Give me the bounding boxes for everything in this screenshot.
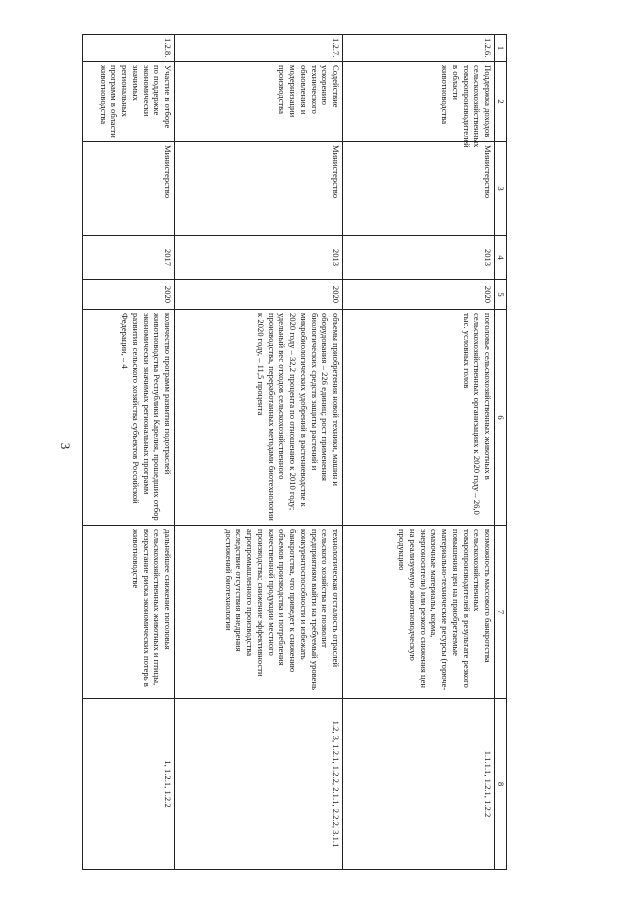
result-cell: количество программ развития подотраслей животноводства Республики Карелия, прошедших отбор экономически значимых региональных программ развития сельского хозяйства субъектов Российской Федерации, – 4: [83, 310, 175, 526]
page-number: 3: [58, 442, 73, 450]
row-number-cell: 1.2.8.: [83, 35, 175, 62]
result-cell: объемы приобретения новой техники, машин и оборудования – 226 единиц; рост применения биологических средств защиты растений и микробиологических удобрений в растениеводстве к 2020 году – 32,2 процента по отношению к 2010 году; удельный вес отходов сельскохозяйственного производства, переработанных методами биотехнологии к 2020 году, – 11,5 процента: [175, 310, 343, 526]
indicators-cell: 1.2, 3, 1.2.1, 1.2.2, 2.1.1, 2.2.2, 3.1.1: [175, 699, 343, 870]
indicators-cell: 1, 1.2.1, 1.2.2: [83, 699, 175, 870]
row-number-cell: 1.2.7.: [175, 35, 343, 62]
consequences-cell: возможность массового банкротства сельскохозяйственных товаропроизводителей в результате резкого повышения цен на приобретаемые материально-технические ресурсы (горюче-смазочные материалы, корма, энергоносители) или резкого снижения цен на реализуемую животноводческую продукцию: [343, 526, 495, 699]
table-row: [343, 35, 495, 870]
end-year-cell: 2020: [175, 280, 343, 310]
measures-table: [82, 34, 507, 870]
column-header: 3: [495, 142, 507, 236]
table-row: [83, 35, 175, 870]
executor-cell: Министерство: [83, 142, 175, 236]
column-header: 5: [495, 280, 507, 310]
column-header: 4: [495, 236, 507, 280]
table-row: [175, 35, 343, 870]
header-row: [495, 35, 507, 870]
column-header: 7: [495, 526, 507, 699]
measure-cell: Участие в отборе по поддержке экономически значимых региональных программ в области животноводства: [83, 62, 175, 142]
executor-cell: Министерство: [175, 142, 343, 236]
column-header: 2: [495, 62, 507, 142]
measure-cell: Содействие ускорению технического обновления и модернизации производства: [175, 62, 343, 142]
column-header: 6: [495, 310, 507, 526]
column-header: 1: [495, 35, 507, 62]
indicators-cell: 1.1.1.1, 1.2.1, 1.2.2: [343, 699, 495, 870]
row-number-cell: 1.2.6.: [343, 35, 495, 62]
column-header: 8: [495, 699, 507, 870]
rotated-table-wrapper: [84, 34, 507, 869]
start-year-cell: 2017: [83, 236, 175, 280]
start-year-cell: 2013: [175, 236, 343, 280]
measure-cell: Поддержка доходов сельскохозяйственных товаропроизводителей в области животноводства: [343, 62, 495, 142]
consequences-cell: дальнейшее снижение поголовья сельскохозяйственных животных и птицы, возрастание риска экономических потерь в животноводстве: [83, 526, 175, 699]
consequences-cell: технологическая отсталость отраслей сельского хозяйства не позволит предприятиям выйти на требуемый уровень конкурентоспособности и избежать банкротства, что приведет к снижению объемов производства и потребления качественной продукции местного производства; снижение эффективности агропромышленного производства вследствие отсутствия внедрения достижений биотехнологии: [175, 526, 343, 699]
end-year-cell: 2020: [83, 280, 175, 310]
start-year-cell: 2013: [343, 236, 495, 280]
executor-cell: Министерство: [343, 142, 495, 236]
end-year-cell: 2020: [343, 280, 495, 310]
result-cell: поголовье сельскохозяйственных животных в сельскохозяйственных организациях к 2020 году – 26,0 тыс. условных голов: [343, 310, 495, 526]
